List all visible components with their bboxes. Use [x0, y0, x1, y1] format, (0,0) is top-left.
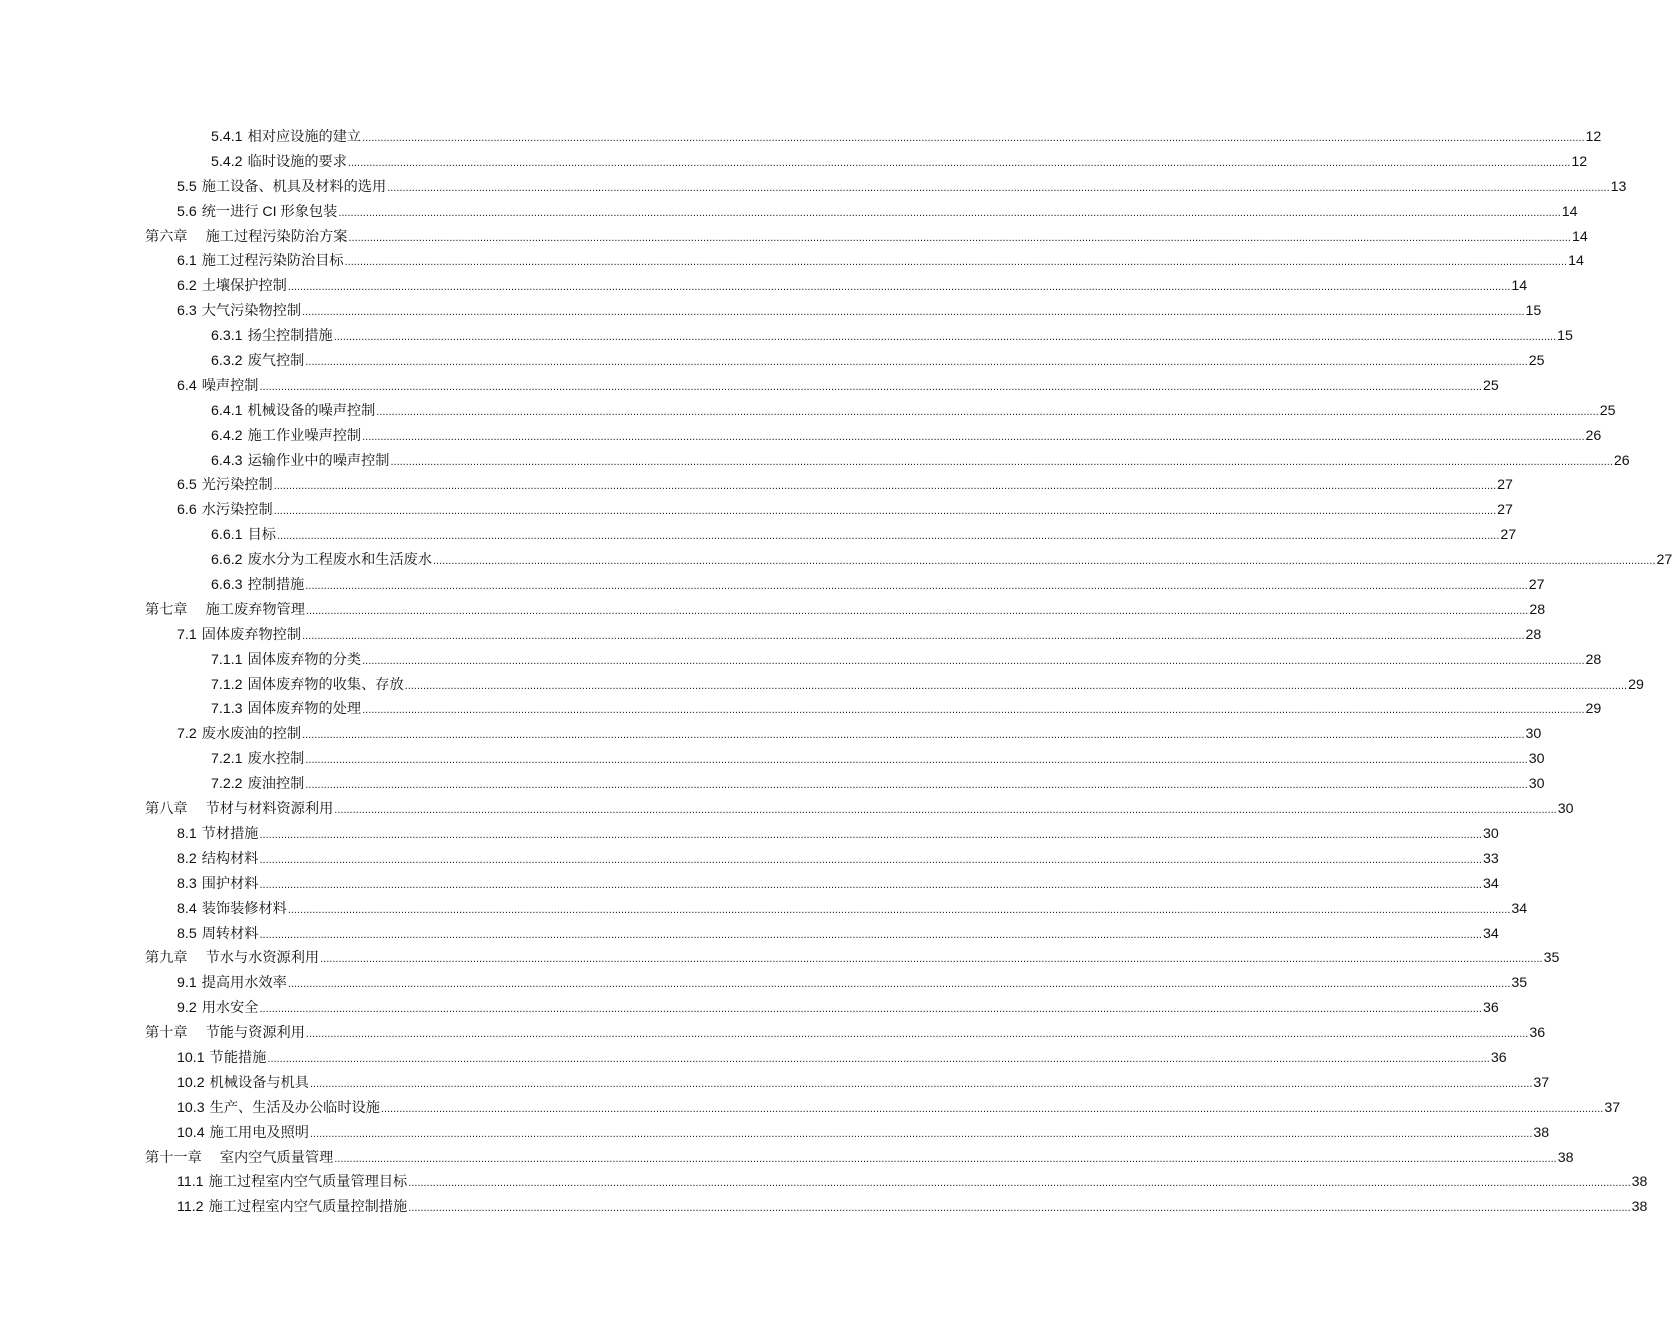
toc-entry-number: 6.4.2 — [211, 427, 243, 444]
toc-entry[interactable] — [0, 1121, 1550, 1146]
toc-entry-page-number: 15 — [1557, 328, 1573, 345]
toc-entry[interactable] — [0, 473, 1513, 498]
toc-entry-number: 9.2 — [177, 1000, 197, 1017]
toc-entry-number: 10.4 — [177, 1124, 205, 1141]
toc-entry-number: 5.5 — [177, 178, 197, 195]
toc-entry-number: 第九章 — [145, 950, 188, 967]
toc-entry[interactable] — [0, 996, 1499, 1021]
toc-entry-line — [211, 772, 1545, 797]
dot-leader: ................................................................................................................................................................................................................................................................................................................................................................................................................ — [259, 380, 1482, 393]
dot-leader: ................................................................................................................................................................................................................................................................................................................................................................................................................ — [380, 1102, 1604, 1115]
toc-entry-title: 废水控制 — [247, 751, 305, 768]
toc-entry[interactable] — [0, 623, 1542, 648]
toc-entry-number: 8.2 — [177, 850, 197, 867]
dot-leader: ................................................................................................................................................................................................................................................................................................................................................................................................................ — [267, 1052, 1490, 1065]
toc-entry-line — [177, 1170, 1648, 1195]
toc-entry-number: 8.5 — [177, 925, 197, 942]
toc-entry-title: 室内空气质量管理 — [219, 1149, 334, 1166]
toc-entry-line — [211, 424, 1602, 449]
dot-leader: ................................................................................................................................................................................................................................................................................................................................................................................................................ — [390, 455, 1613, 468]
toc-entry-number: 7.1.3 — [211, 701, 243, 718]
dot-leader: ................................................................................................................................................................................................................................................................................................................................................................................................................ — [305, 754, 1528, 767]
toc-entry[interactable] — [0, 1021, 1546, 1046]
toc-entry-title: 施工过程污染防治方案 — [205, 228, 348, 245]
toc-entry-title: 围护材料 — [201, 875, 259, 892]
toc-entry[interactable] — [0, 1096, 1621, 1121]
toc-entry-title: 节水与水资源利用 — [205, 950, 320, 967]
toc-entry-page-number: 35 — [1511, 975, 1528, 992]
toc-entry-line — [177, 374, 1499, 399]
toc-entry[interactable] — [0, 150, 1588, 175]
toc-entry[interactable] — [0, 897, 1528, 922]
toc-entry[interactable] — [0, 274, 1528, 299]
toc-entry[interactable] — [0, 299, 1542, 324]
toc-entry-page-number: 36 — [1490, 1049, 1507, 1066]
toc-entry-page-number: 27 — [1497, 477, 1513, 494]
toc-entry-page-number: 30 — [1482, 825, 1499, 842]
toc-entry-line — [211, 449, 1630, 474]
dot-leader: ................................................................................................................................................................................................................................................................................................................................................................................................................ — [302, 629, 1525, 642]
toc-entry-title: 目标 — [247, 527, 276, 544]
toc-entry-number: 7.1.2 — [211, 676, 243, 693]
toc-entry-title: 统一进行 CI 形象包装 — [201, 203, 338, 220]
toc-entry-number: 6.3.1 — [211, 328, 243, 345]
toc-entry-page-number: 34 — [1511, 900, 1528, 917]
toc-entry-line — [177, 872, 1499, 897]
toc-entry-title: 提高用水效率 — [201, 975, 287, 992]
toc-entry-title: 固体废弃物的收集、存放 — [247, 676, 404, 693]
toc-entry-line — [211, 697, 1602, 722]
toc-entry-page-number: 12 — [1585, 129, 1602, 145]
toc-entry-number: 6.4.3 — [211, 452, 243, 469]
toc-entry-line — [177, 249, 1584, 274]
toc-entry-page-number: 14 — [1571, 228, 1588, 245]
toc-entry-number: 10.2 — [177, 1074, 205, 1091]
toc-entry-line — [145, 797, 1574, 822]
toc-entry-number: 6.2 — [177, 278, 197, 295]
toc-entry-title: 相对应设施的建立 — [247, 129, 362, 145]
toc-entry-line — [177, 722, 1542, 747]
toc-entry-title: 控制措施 — [247, 577, 305, 594]
toc-entry-line — [211, 548, 1672, 573]
toc-entry-page-number: 27 — [1656, 552, 1672, 569]
toc-entry-page-number: 25 — [1599, 402, 1616, 419]
dot-leader: ................................................................................................................................................................................................................................................................................................................................................................................................................ — [309, 1077, 1533, 1090]
toc-entry-title: 废油控制 — [247, 776, 305, 793]
toc-entry[interactable] — [0, 847, 1499, 872]
toc-entry[interactable] — [0, 598, 1546, 623]
dot-leader: ................................................................................................................................................................................................................................................................................................................................................................................................................ — [408, 1202, 1631, 1215]
toc-entry-page-number: 14 — [1568, 253, 1584, 270]
dot-leader: ................................................................................................................................................................................................................................................................................................................................................................................................................ — [273, 505, 1497, 518]
dot-leader: ................................................................................................................................................................................................................................................................................................................................................................................................................ — [387, 181, 1610, 194]
toc-entry[interactable] — [0, 722, 1542, 747]
toc-entry-title: 生产、生活及办公临时设施 — [209, 1099, 380, 1116]
toc-entry-title: 节材与材料资源利用 — [205, 801, 334, 818]
dot-leader: ................................................................................................................................................................................................................................................................................................................................................................................................................ — [433, 555, 1656, 568]
dot-leader: ................................................................................................................................................................................................................................................................................................................................................................................................................ — [305, 779, 1528, 792]
toc-entry-number: 6.6 — [177, 502, 197, 519]
toc-entry-title: 施工用电及照明 — [209, 1124, 309, 1141]
toc-entry-title: 用水安全 — [201, 1000, 259, 1017]
toc-entry-page-number: 33 — [1482, 850, 1499, 867]
toc-entry-title: 施工过程室内空气质量管理目标 — [208, 1174, 408, 1191]
toc-entry-number: 第八章 — [145, 801, 188, 818]
toc-entry-number: 9.1 — [177, 975, 197, 992]
toc-entry-line — [145, 1146, 1574, 1171]
dot-leader: ................................................................................................................................................................................................................................................................................................................................................................................................................ — [273, 480, 1497, 493]
toc-entry-title: 光污染控制 — [201, 477, 273, 494]
toc-entry[interactable] — [0, 1146, 1574, 1171]
toc-entry-line — [177, 1195, 1648, 1220]
toc-entry-number: 6.6.3 — [211, 577, 243, 594]
toc-entry-page-number: 37 — [1604, 1099, 1621, 1116]
dot-leader: ................................................................................................................................................................................................................................................................................................................................................................................................................ — [276, 530, 1500, 543]
toc-entry-page-number: 37 — [1533, 1074, 1550, 1091]
toc-entry-page-number: 38 — [1557, 1149, 1574, 1166]
toc-entry[interactable] — [0, 200, 1578, 225]
toc-entry-line — [177, 623, 1542, 648]
toc-entry[interactable] — [0, 374, 1499, 399]
toc-entry-title: 施工过程污染防治目标 — [201, 253, 344, 270]
dot-leader: ................................................................................................................................................................................................................................................................................................................................................................................................................ — [309, 1127, 1533, 1140]
toc-entry-title: 运输作业中的噪声控制 — [247, 452, 390, 469]
dot-leader: ................................................................................................................................................................................................................................................................................................................................................................................................................ — [408, 1177, 1631, 1190]
toc-entry-page-number: 36 — [1529, 1025, 1546, 1042]
toc-entry-page-number: 29 — [1585, 701, 1602, 718]
dot-leader: ................................................................................................................................................................................................................................................................................................................................................................................................................ — [333, 331, 1557, 344]
toc-entry-number: 11.1 — [177, 1174, 204, 1191]
toc-entry-number: 第十一章 — [145, 1149, 202, 1166]
toc-entry-number: 8.4 — [177, 900, 197, 917]
toc-entry-title: 机械设备的噪声控制 — [247, 402, 376, 419]
toc-entry-line — [177, 473, 1513, 498]
toc-entry-page-number: 27 — [1497, 502, 1513, 519]
toc-entry-number: 6.4.1 — [211, 402, 243, 419]
toc-entry-line — [211, 150, 1588, 175]
dot-leader: ................................................................................................................................................................................................................................................................................................................................................................................................................ — [302, 729, 1525, 742]
dot-leader: ................................................................................................................................................................................................................................................................................................................................................................................................................ — [334, 804, 1557, 817]
toc-entry-title: 废水分为工程废水和生活废水 — [247, 552, 433, 569]
toc-entry-title: 节能措施 — [209, 1049, 267, 1066]
dot-leader: ................................................................................................................................................................................................................................................................................................................................................................................................................ — [305, 580, 1528, 593]
toc-entry-line — [211, 747, 1545, 772]
dot-leader: ................................................................................................................................................................................................................................................................................................................................................................................................................ — [362, 654, 1585, 667]
toc-entry-line — [177, 996, 1499, 1021]
toc-entry-page-number: 29 — [1628, 676, 1644, 693]
toc-entry-title: 临时设施的要求 — [247, 153, 347, 170]
toc-entry-line — [177, 274, 1528, 299]
toc-entry[interactable] — [0, 673, 1644, 698]
toc-entry-title: 固体废弃物的处理 — [247, 701, 362, 718]
toc-entry[interactable] — [0, 1170, 1648, 1195]
toc-entry[interactable] — [0, 872, 1499, 897]
toc-entry-number: 6.5 — [177, 477, 197, 494]
toc-entry[interactable] — [0, 797, 1574, 822]
toc-entry-line — [145, 225, 1588, 250]
toc-entry-page-number: 30 — [1525, 726, 1542, 743]
dot-leader: ................................................................................................................................................................................................................................................................................................................................................................................................................ — [362, 430, 1585, 443]
toc-entry[interactable] — [0, 772, 1545, 797]
toc-entry-title: 结构材料 — [201, 850, 259, 867]
toc-entry[interactable] — [0, 324, 1573, 349]
dot-leader: ................................................................................................................................................................................................................................................................................................................................................................................................................ — [376, 405, 1599, 418]
toc-entry-number: 第十章 — [145, 1025, 188, 1042]
toc-entry-line — [211, 648, 1602, 673]
toc-entry-title: 废气控制 — [247, 353, 305, 370]
toc-entry-title: 施工作业噪声控制 — [247, 427, 362, 444]
toc-entry[interactable] — [0, 225, 1588, 250]
toc-entry-page-number: 28 — [1585, 651, 1602, 668]
toc-entry-title: 大气污染物控制 — [201, 303, 302, 320]
toc-entry-line — [177, 822, 1499, 847]
toc-entry[interactable] — [0, 424, 1602, 449]
toc-entry-page-number: 25 — [1482, 377, 1499, 394]
toc-entry-line — [211, 125, 1602, 150]
toc-entry-number: 7.1.1 — [211, 651, 243, 668]
toc-entry[interactable] — [0, 573, 1545, 598]
toc-entry-page-number: 35 — [1543, 950, 1560, 967]
toc-entry-page-number: 27 — [1528, 577, 1545, 594]
toc-entry[interactable] — [0, 498, 1513, 523]
dot-leader: ................................................................................................................................................................................................................................................................................................................................................................................................................ — [362, 704, 1585, 717]
toc-entry-line — [177, 971, 1528, 996]
dot-leader: ................................................................................................................................................................................................................................................................................................................................................................................................................ — [305, 1028, 1529, 1041]
toc-entry-number: 5.4.1 — [211, 129, 243, 145]
dot-leader: ................................................................................................................................................................................................................................................................................................................................................................................................................ — [287, 903, 1511, 916]
toc-entry-line — [211, 324, 1573, 349]
dot-leader: ................................................................................................................................................................................................................................................................................................................................................................................................................ — [404, 679, 1628, 692]
table-of-contents — [0, 125, 1672, 1220]
toc-entry-title: 扬尘控制措施 — [247, 328, 333, 345]
toc-entry-title: 土壤保护控制 — [201, 278, 287, 295]
toc-entry-page-number: 25 — [1528, 353, 1545, 370]
toc-entry[interactable] — [0, 349, 1545, 374]
toc-entry-number: 第七章 — [145, 601, 188, 618]
toc-entry-number: 6.3 — [177, 303, 197, 320]
dot-leader: ................................................................................................................................................................................................................................................................................................................................................................................................................ — [259, 853, 1482, 866]
toc-entry-page-number: 30 — [1557, 801, 1574, 818]
toc-entry-number: 10.3 — [177, 1099, 205, 1116]
toc-entry-page-number: 30 — [1528, 776, 1545, 793]
dot-leader: ................................................................................................................................................................................................................................................................................................................................................................................................................ — [287, 281, 1511, 294]
toc-entry-number: 6.1 — [177, 253, 197, 270]
toc-entry-page-number: 34 — [1482, 925, 1499, 942]
toc-entry[interactable] — [0, 249, 1584, 274]
toc-entry-title: 水污染控制 — [201, 502, 273, 519]
toc-entry-title: 装饰装修材料 — [201, 900, 287, 917]
toc-entry[interactable] — [0, 648, 1602, 673]
toc-entry-number: 5.4.2 — [211, 153, 243, 170]
toc-entry-line — [211, 523, 1517, 548]
toc-entry-line — [211, 573, 1545, 598]
dot-leader: ................................................................................................................................................................................................................................................................................................................................................................................................................ — [334, 1152, 1557, 1165]
toc-entry-line — [177, 299, 1542, 324]
toc-entry-page-number: 13 — [1610, 178, 1627, 195]
toc-entry[interactable] — [0, 125, 1602, 150]
dot-leader: ................................................................................................................................................................................................................................................................................................................................................................................................................ — [347, 156, 1571, 169]
dot-leader: ................................................................................................................................................................................................................................................................................................................................................................................................................ — [305, 604, 1529, 617]
toc-entry-title: 机械设备与机具 — [209, 1074, 309, 1091]
toc-entry-line — [177, 1046, 1507, 1071]
dot-leader: ................................................................................................................................................................................................................................................................................................................................................................................................................ — [259, 828, 1482, 841]
toc-entry[interactable] — [0, 523, 1517, 548]
toc-entry-page-number: 38 — [1631, 1199, 1648, 1216]
dot-leader: ................................................................................................................................................................................................................................................................................................................................................................................................................ — [302, 306, 1525, 319]
toc-entry-number: 8.3 — [177, 875, 197, 892]
dot-leader: ................................................................................................................................................................................................................................................................................................................................................................................................................ — [305, 356, 1528, 369]
dot-leader: ................................................................................................................................................................................................................................................................................................................................................................................................................ — [348, 231, 1571, 244]
toc-entry-title: 节能与资源利用 — [205, 1025, 305, 1042]
toc-entry-line — [177, 175, 1627, 200]
toc-entry-number: 10.1 — [177, 1049, 205, 1066]
toc-entry-number: 第六章 — [145, 228, 188, 245]
toc-entry[interactable] — [0, 399, 1616, 424]
toc-entry-page-number: 26 — [1585, 427, 1602, 444]
toc-entry-line — [177, 847, 1499, 872]
toc-entry-title: 施工废弃物管理 — [205, 601, 305, 618]
toc-entry-line — [211, 399, 1616, 424]
toc-entry-line — [177, 1121, 1550, 1146]
toc-entry[interactable] — [0, 1071, 1550, 1096]
toc-entry[interactable] — [0, 548, 1672, 573]
toc-entry-page-number: 14 — [1561, 203, 1578, 220]
toc-entry-title: 节材措施 — [201, 825, 259, 842]
toc-entry-title: 施工过程室内空气质量控制措施 — [208, 1199, 408, 1216]
toc-entry-page-number: 26 — [1613, 452, 1630, 469]
toc-entry-page-number: 38 — [1631, 1174, 1648, 1191]
dot-leader: ................................................................................................................................................................................................................................................................................................................................................................................................................ — [320, 953, 1543, 966]
toc-entry-number: 7.1 — [177, 626, 197, 643]
toc-entry-line — [177, 200, 1578, 225]
toc-entry[interactable] — [0, 946, 1560, 971]
toc-entry-line — [145, 1021, 1546, 1046]
toc-entry-page-number: 14 — [1511, 278, 1528, 295]
toc-entry-page-number: 27 — [1500, 527, 1517, 544]
dot-leader: ................................................................................................................................................................................................................................................................................................................................................................................................................ — [362, 132, 1585, 144]
toc-entry-page-number: 36 — [1482, 1000, 1499, 1017]
dot-leader: ................................................................................................................................................................................................................................................................................................................................................................................................................ — [287, 978, 1511, 991]
toc-entry-number: 6.3.2 — [211, 353, 243, 370]
toc-entry[interactable] — [0, 697, 1602, 722]
toc-entry-page-number: 15 — [1525, 303, 1542, 320]
toc-entry-line — [177, 1096, 1621, 1121]
dot-leader: ................................................................................................................................................................................................................................................................................................................................................................................................................ — [338, 206, 1561, 219]
toc-entry[interactable] — [0, 1195, 1648, 1220]
dot-leader: ................................................................................................................................................................................................................................................................................................................................................................................................................ — [259, 928, 1482, 941]
toc-entry-page-number: 12 — [1571, 153, 1588, 170]
toc-entry[interactable] — [0, 971, 1528, 996]
toc-entry-line — [145, 946, 1560, 971]
toc-entry-line — [211, 349, 1545, 374]
toc-entry-line — [145, 598, 1546, 623]
dot-leader: ................................................................................................................................................................................................................................................................................................................................................................................................................ — [344, 256, 1568, 269]
toc-entry-number: 7.2 — [177, 726, 197, 743]
toc-entry-line — [177, 1071, 1550, 1096]
toc-entry-title: 施工设备、机具及材料的选用 — [201, 178, 387, 195]
toc-entry[interactable] — [0, 747, 1545, 772]
toc-entry-number: 5.6 — [177, 203, 197, 220]
toc-entry-line — [211, 673, 1644, 698]
dot-leader: ................................................................................................................................................................................................................................................................................................................................................................................................................ — [259, 1003, 1482, 1016]
toc-entry-title: 固体废弃物控制 — [201, 626, 302, 643]
toc-entry-number: 11.2 — [177, 1199, 204, 1216]
toc-entry-page-number: 28 — [1525, 626, 1542, 643]
toc-entry-title: 周转材料 — [201, 925, 259, 942]
toc-entry-page-number: 28 — [1529, 601, 1546, 618]
toc-entry-page-number: 30 — [1528, 751, 1545, 768]
toc-entry-title: 噪声控制 — [201, 377, 259, 394]
toc-entry-number: 6.6.1 — [211, 527, 243, 544]
toc-entry-number: 6.6.2 — [211, 552, 243, 569]
toc-entry-number: 7.2.2 — [211, 776, 243, 793]
toc-entry-number: 8.1 — [177, 825, 197, 842]
toc-entry-number: 6.4 — [177, 377, 197, 394]
toc-entry-page-number: 34 — [1482, 875, 1499, 892]
toc-entry[interactable] — [0, 822, 1499, 847]
toc-entry[interactable] — [0, 1046, 1507, 1071]
toc-entry-title: 废水废油的控制 — [201, 726, 302, 743]
toc-entry-number: 7.2.1 — [211, 751, 243, 768]
toc-entry[interactable] — [0, 175, 1627, 200]
toc-entry-line — [177, 498, 1513, 523]
dot-leader: ................................................................................................................................................................................................................................................................................................................................................................................................................ — [259, 878, 1482, 891]
toc-entry-page-number: 38 — [1533, 1124, 1550, 1141]
toc-entry[interactable] — [0, 922, 1499, 947]
toc-entry-line — [177, 897, 1528, 922]
toc-entry-line — [177, 922, 1499, 947]
toc-entry-title: 固体废弃物的分类 — [247, 651, 362, 668]
toc-entry[interactable] — [0, 449, 1630, 474]
